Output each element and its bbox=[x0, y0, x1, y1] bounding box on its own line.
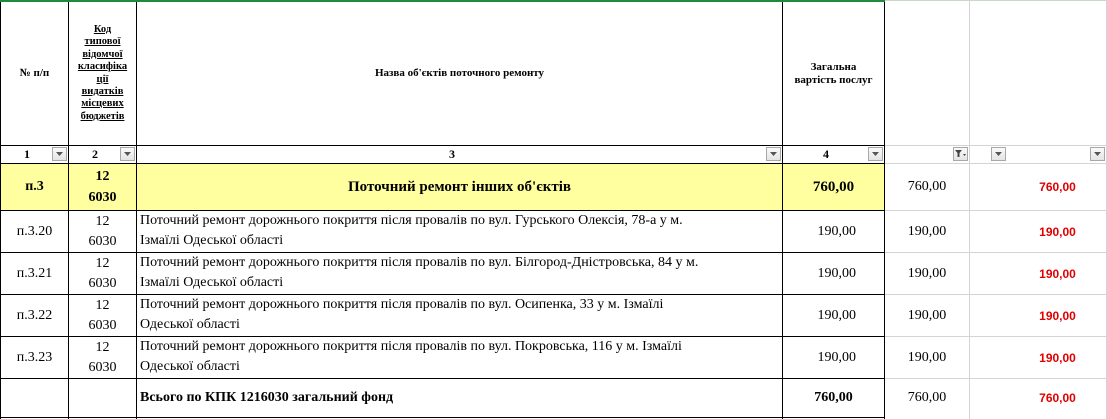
row-value-red bbox=[1020, 211, 1095, 252]
row-code bbox=[69, 295, 136, 336]
group-id bbox=[1, 164, 68, 210]
row-code bbox=[69, 337, 136, 378]
value-text: 190,00 bbox=[1039, 224, 1076, 239]
total-label-text: Всього по КПК 1216030 загальний фонд bbox=[140, 390, 394, 405]
chevron-down-icon bbox=[56, 152, 63, 156]
value-text: 760,00 bbox=[814, 390, 853, 405]
header-label: видатків bbox=[81, 85, 124, 97]
chevron-down-icon bbox=[1094, 152, 1101, 156]
filter-icon bbox=[955, 150, 966, 158]
row-id-text: п.3.22 bbox=[16, 307, 53, 323]
value-text: 190,00 bbox=[1039, 350, 1076, 365]
column-number bbox=[137, 146, 767, 163]
row-value-copy bbox=[885, 211, 969, 252]
row-id bbox=[1, 295, 68, 336]
code-line: 12 bbox=[95, 339, 110, 355]
row-value-red bbox=[1020, 337, 1095, 378]
header-total-cost bbox=[783, 2, 884, 145]
row-id-text: п.3.21 bbox=[16, 265, 53, 281]
group-code bbox=[69, 164, 136, 210]
value-text: 190,00 bbox=[907, 223, 947, 239]
row-value bbox=[783, 295, 884, 336]
name-line: Одеської області bbox=[140, 317, 240, 332]
row-value-copy bbox=[885, 253, 969, 294]
row-name bbox=[137, 253, 782, 294]
header-label: відомчої bbox=[82, 48, 123, 60]
name-line: Ізмаїлі Одеської області bbox=[140, 275, 284, 290]
group-value-red bbox=[1020, 164, 1095, 210]
row-code bbox=[69, 253, 136, 294]
name-line: Поточний ремонт дорожнього покриття після провалів по вул. Покровська, 116 у м. Ізмаїлі bbox=[140, 339, 682, 354]
row-id-text: п.3.20 bbox=[16, 223, 53, 239]
column-number-text: 3 bbox=[449, 147, 455, 161]
header-code bbox=[69, 2, 136, 145]
value-text: 190,00 bbox=[817, 265, 856, 281]
column-number-text: 1 bbox=[24, 147, 30, 161]
row-value-red bbox=[1020, 295, 1095, 336]
name-line: Поточний ремонт дорожнього покриття після провалів по вул. Гурського Олексія, 78-а у м. bbox=[140, 213, 683, 228]
header-object-name bbox=[137, 2, 782, 145]
code-line: 6030 bbox=[88, 317, 117, 333]
row-name bbox=[137, 295, 782, 336]
header-label: вартість послуг bbox=[794, 73, 873, 86]
filter-dropdown-button[interactable] bbox=[991, 147, 1006, 161]
row-value-copy bbox=[885, 295, 969, 336]
value-text: 190,00 bbox=[817, 349, 856, 365]
filter-active-button[interactable] bbox=[953, 147, 968, 161]
total-value-copy bbox=[885, 379, 969, 417]
gridline bbox=[885, 145, 1107, 146]
column-number-text: 2 bbox=[92, 147, 98, 161]
code-line: 12 bbox=[95, 169, 110, 184]
value-text: 760,00 bbox=[1039, 391, 1076, 405]
chevron-down-icon bbox=[995, 152, 1002, 156]
code-line: 6030 bbox=[88, 190, 117, 205]
name-line: Поточний ремонт дорожнього покриття після провалів по вул. Осипенка, 33 у м. Ізмаїлі bbox=[140, 297, 664, 312]
group-value-text: 760,00 bbox=[812, 178, 855, 195]
filter-dropdown-button[interactable] bbox=[1090, 147, 1105, 161]
code-line: 6030 bbox=[88, 233, 117, 249]
header-label: бюджетів bbox=[80, 110, 125, 122]
value-text: 190,00 bbox=[907, 265, 947, 281]
code-line: 12 bbox=[95, 213, 110, 229]
code-line: 12 bbox=[95, 255, 110, 271]
column-number bbox=[1, 146, 53, 163]
chevron-down-icon bbox=[872, 152, 879, 156]
row-code bbox=[69, 211, 136, 252]
filter-dropdown-button[interactable] bbox=[120, 147, 135, 161]
column-number bbox=[783, 146, 869, 163]
row-id bbox=[1, 337, 68, 378]
code-line: 12 bbox=[95, 297, 110, 313]
code-line: 6030 bbox=[88, 359, 117, 375]
value-text: 190,00 bbox=[817, 223, 856, 239]
group-value bbox=[783, 164, 884, 210]
header-row-number bbox=[1, 2, 68, 145]
column-number-text: 4 bbox=[823, 147, 829, 161]
row-value-red bbox=[1020, 253, 1095, 294]
group-id-text: п.3 bbox=[25, 179, 44, 194]
row-id bbox=[1, 253, 68, 294]
value-text: 190,00 bbox=[1039, 266, 1076, 281]
total-value bbox=[783, 379, 884, 417]
column-number bbox=[69, 146, 121, 163]
group-name-text: Поточний ремонт інших об'єктів bbox=[348, 178, 571, 195]
total-label bbox=[137, 379, 782, 417]
header-label: ції bbox=[96, 73, 109, 85]
name-line: Поточний ремонт дорожнього покриття після провалів по вул. Білгород-Дністровська, 84 у м. bbox=[140, 255, 699, 270]
header-label: класифіка bbox=[77, 61, 128, 73]
filter-dropdown-button[interactable] bbox=[868, 147, 883, 161]
total-value-red bbox=[1020, 379, 1095, 417]
value-text: 760,00 bbox=[1039, 180, 1076, 194]
row-id-text: п.3.23 bbox=[16, 349, 53, 365]
name-line: Одеської області bbox=[140, 359, 240, 374]
row-value bbox=[783, 337, 884, 378]
header-label: Назва об'єктів поточного ремонту bbox=[374, 67, 545, 79]
header-label: Загальна bbox=[810, 60, 857, 73]
filter-dropdown-button[interactable] bbox=[766, 147, 781, 161]
row-value bbox=[783, 211, 884, 252]
value-text: 190,00 bbox=[817, 307, 856, 323]
row-name bbox=[137, 337, 782, 378]
chevron-down-icon bbox=[124, 152, 131, 156]
header-label: № п/п bbox=[19, 67, 50, 79]
row-value-copy bbox=[885, 337, 969, 378]
value-text: 190,00 bbox=[907, 349, 947, 365]
filter-dropdown-button[interactable] bbox=[52, 147, 67, 161]
table-border bbox=[0, 417, 885, 418]
chevron-down-icon bbox=[770, 152, 777, 156]
row-value bbox=[783, 253, 884, 294]
code-line: 6030 bbox=[88, 275, 117, 291]
value-text: 190,00 bbox=[1039, 308, 1076, 323]
row-name bbox=[137, 211, 782, 252]
value-text: 760,00 bbox=[907, 390, 947, 405]
row-id bbox=[1, 211, 68, 252]
header-label: типової bbox=[84, 36, 121, 48]
group-value-copy bbox=[885, 164, 969, 210]
gridline bbox=[885, 0, 1107, 1]
header-label: місцевих bbox=[81, 98, 124, 110]
name-line: Ізмаїлі Одеської області bbox=[140, 233, 284, 248]
group-name bbox=[137, 164, 782, 210]
value-text: 190,00 bbox=[907, 307, 947, 323]
value-text: 760,00 bbox=[907, 179, 947, 194]
header-label: Код bbox=[93, 23, 112, 35]
